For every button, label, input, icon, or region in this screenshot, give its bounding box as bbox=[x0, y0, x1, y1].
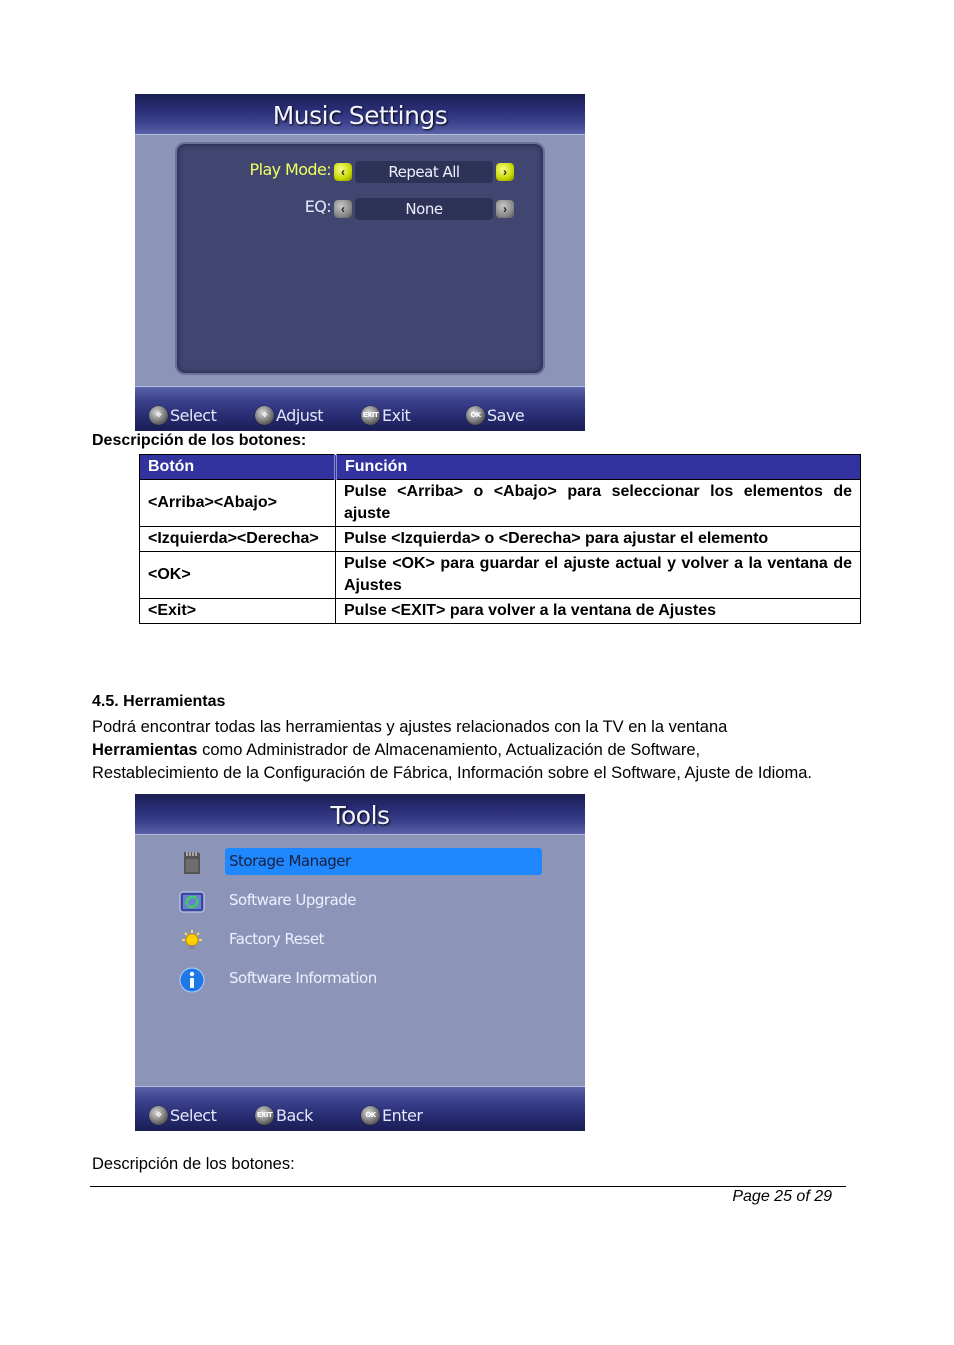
tools-item-software-upgrade[interactable]: Software Upgrade bbox=[179, 887, 544, 915]
table-cell: Pulse <Arriba> o <Abajo> para seleccionar los elementos de ajuste bbox=[336, 480, 861, 527]
footer-divider bbox=[90, 1186, 846, 1187]
exit-button-icon: EXIT bbox=[361, 406, 380, 425]
footer-select: ✥ Select bbox=[149, 404, 216, 426]
music-settings-screen bbox=[135, 94, 585, 431]
section-line-1: Podrá encontrar todas las herramientas y ajustes relacionados con la TV en la ventana bbox=[92, 718, 728, 736]
footer-select: ✥ Select bbox=[149, 1104, 216, 1126]
tools-item-software-information[interactable]: Software Information bbox=[179, 965, 544, 993]
section-line-2-bold: Herramientas bbox=[92, 741, 198, 759]
table-row bbox=[140, 527, 861, 552]
table-row bbox=[140, 480, 861, 527]
eq-right-arrow-icon[interactable]: › bbox=[496, 200, 514, 218]
table-header-row bbox=[140, 455, 861, 480]
table-cell: <Izquierda><Derecha> bbox=[140, 527, 336, 552]
tools-item-factory-reset[interactable]: Factory Reset bbox=[179, 926, 544, 954]
music-settings-title-bar bbox=[135, 94, 585, 135]
table-row bbox=[140, 552, 861, 599]
section-line-2-rest: como Administrador de Almacenamiento, Actualización de Software, bbox=[197, 741, 701, 759]
buttons-description-heading-2: Descripción de los botones: bbox=[92, 1155, 295, 1173]
sd-card-icon bbox=[179, 850, 205, 876]
play-mode-right-arrow-icon[interactable]: › bbox=[496, 163, 514, 181]
play-mode-left-arrow-icon[interactable]: ‹ bbox=[334, 163, 352, 181]
ok-button-icon: OK bbox=[466, 406, 485, 425]
footer-back: EXIT Back bbox=[256, 1105, 313, 1125]
section-paragraph bbox=[92, 716, 872, 785]
tools-title: Tools bbox=[330, 801, 390, 830]
music-settings-footer bbox=[135, 386, 585, 431]
tools-screen bbox=[135, 794, 585, 1131]
music-settings-title: Music Settings bbox=[272, 101, 448, 130]
eq-left-arrow-icon[interactable]: ‹ bbox=[334, 200, 352, 218]
software-upgrade-icon bbox=[179, 889, 205, 915]
eq-value-box[interactable] bbox=[355, 198, 493, 220]
play-mode-value: Repeat All bbox=[388, 163, 460, 181]
section-heading: 4.5. Herramientas bbox=[92, 693, 226, 710]
footer-save: OK Save bbox=[466, 404, 524, 426]
updown-button-icon: ✥ bbox=[149, 406, 168, 425]
table-cell: Pulse <EXIT> para volver a la ventana de Ajustes bbox=[336, 599, 861, 624]
table-cell: <OK> bbox=[140, 552, 336, 599]
info-icon bbox=[179, 967, 205, 993]
play-mode-value-box[interactable] bbox=[355, 161, 493, 183]
tools-title-bar bbox=[135, 794, 585, 835]
table-cell: <Arriba><Abajo> bbox=[140, 480, 336, 527]
eq-value: None bbox=[405, 200, 443, 218]
section-line-3: Restablecimiento de la Configuración de Fábrica, Información sobre el Software, Ajuste de Idioma. bbox=[92, 764, 812, 782]
page-number: Page 25 of 29 bbox=[732, 1188, 832, 1205]
buttons-table bbox=[139, 454, 861, 624]
updown-button-icon: ✥ bbox=[149, 1106, 168, 1125]
play-mode-label: Play Mode: bbox=[249, 160, 331, 179]
tools-item-storage-manager[interactable]: Storage Manager bbox=[179, 848, 544, 876]
table-header-function: Función bbox=[336, 455, 861, 480]
footer-enter: OK Enter bbox=[361, 1104, 422, 1126]
footer-adjust: ✥ Adjust bbox=[255, 404, 323, 426]
table-row bbox=[140, 599, 861, 624]
music-settings-panel bbox=[175, 142, 545, 375]
tools-footer bbox=[135, 1086, 585, 1131]
exit-button-icon: EXIT bbox=[255, 1106, 274, 1125]
table-cell: <Exit> bbox=[140, 599, 336, 624]
ok-button-icon: OK bbox=[361, 1106, 380, 1125]
table-cell: Pulse <Izquierda> o <Derecha> para ajustar el elemento bbox=[336, 527, 861, 552]
leftright-button-icon: ✥ bbox=[255, 406, 274, 425]
eq-label: EQ: bbox=[304, 197, 331, 216]
factory-reset-icon bbox=[179, 928, 205, 954]
table-header-button: Botón bbox=[140, 455, 336, 480]
footer-exit: EXIT Exit bbox=[362, 405, 411, 425]
section-line-2 bbox=[92, 739, 872, 762]
buttons-description-heading: Descripción de los botones: bbox=[92, 432, 307, 449]
table-cell: Pulse <OK> para guardar el ajuste actual y volver a la ventana de Ajustes bbox=[336, 552, 861, 599]
